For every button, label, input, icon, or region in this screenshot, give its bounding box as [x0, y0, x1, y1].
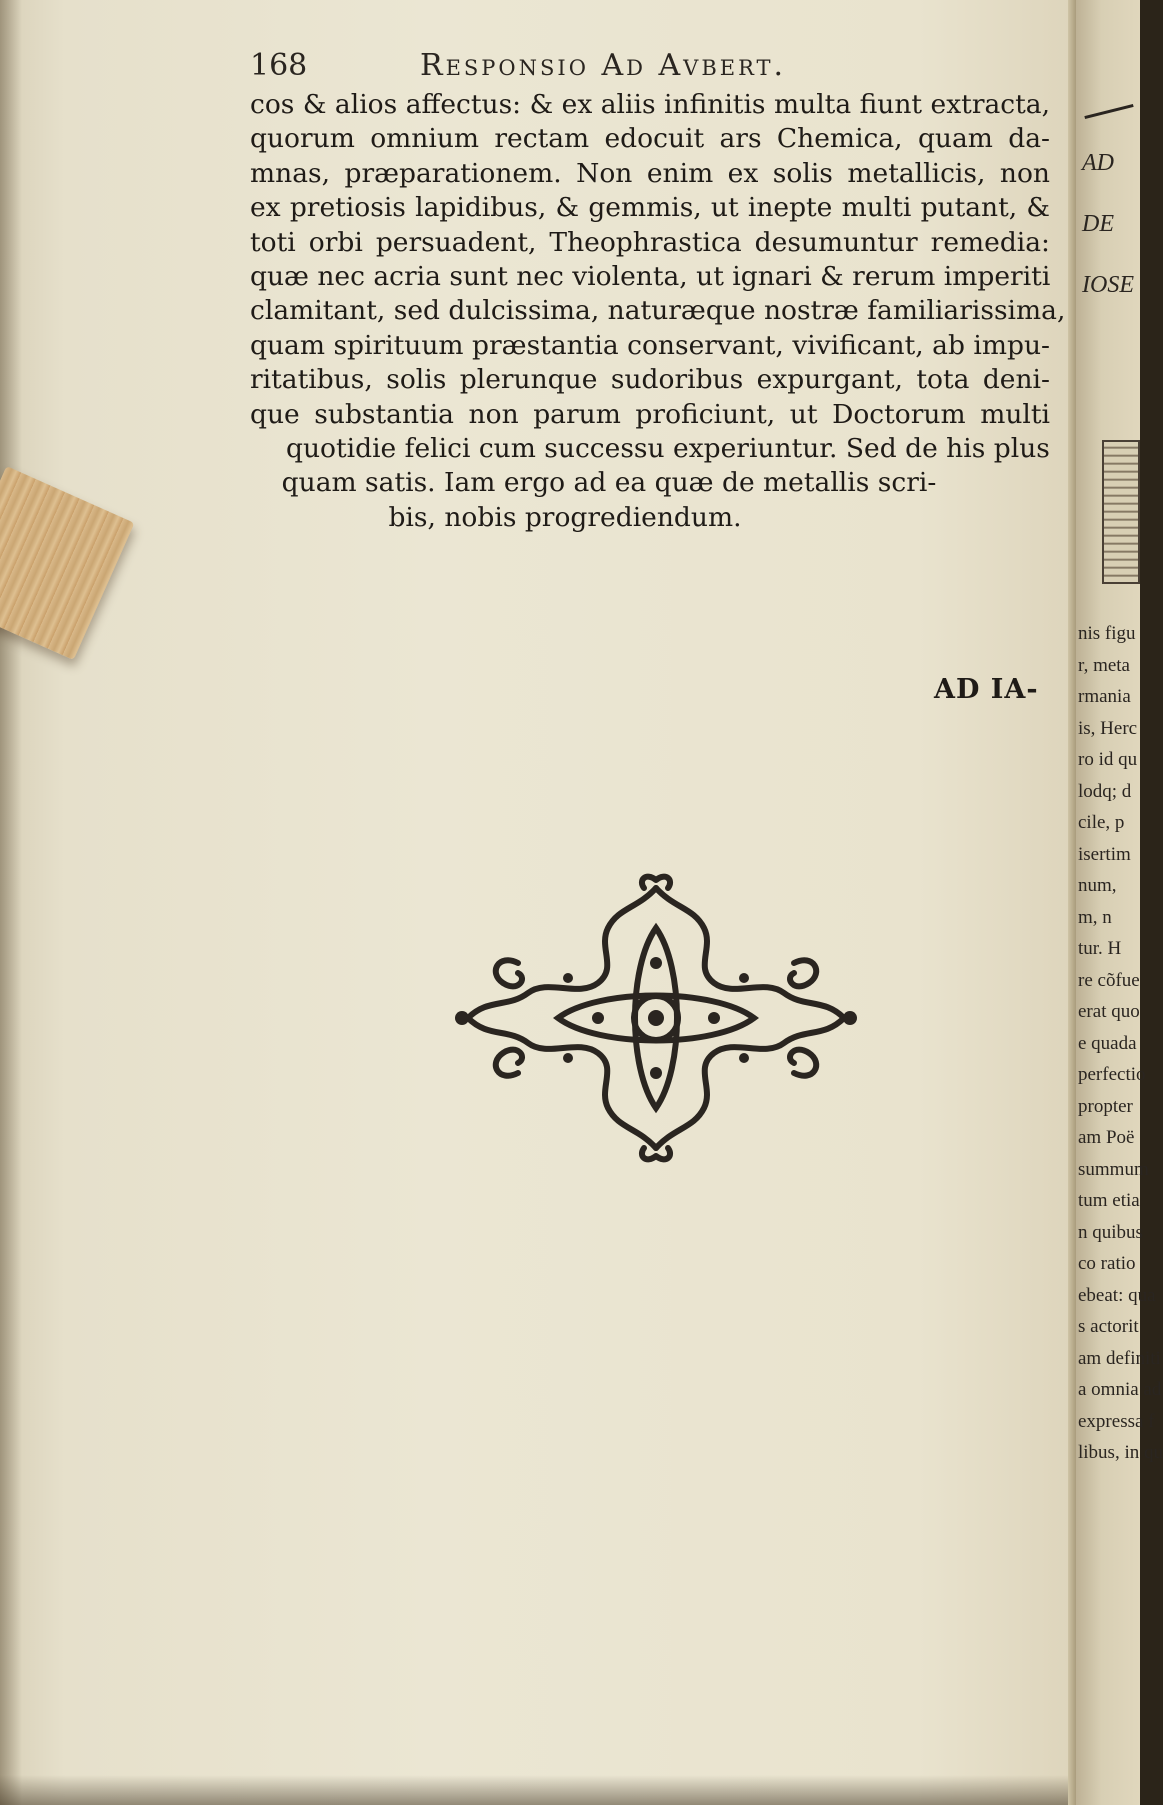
facing-page-line: is, Herc [1078, 717, 1138, 739]
heading-fragment: AD [1082, 150, 1114, 176]
text-line: quam satis. Iam ergo ad ea quæ de metallis scri- [281, 467, 937, 499]
facing-page-line: am definiti [1078, 1347, 1161, 1369]
facing-page-line: rmania [1078, 686, 1131, 707]
facing-page-line: ro id qu [1078, 749, 1138, 770]
text-line: clamitant, sed dulcissima, naturæque nostræ familiarissima, [250, 295, 1066, 327]
text-line: quam spirituum præstantia conservant, vivificant, ab impu- [250, 329, 1050, 361]
header-rule [1084, 104, 1133, 119]
facing-page-line: nis figu [1078, 623, 1136, 644]
text-line: cos & alios affectus: & ex aliis infinitis multa fiunt extracta, [250, 89, 1050, 120]
facing-page-line: tum etia [1078, 1190, 1140, 1211]
page-header [250, 48, 970, 88]
text-line: quotidie felici cum successu experiuntur. Sed de his plus [286, 432, 1050, 464]
facing-page-line: r, meta [1078, 654, 1130, 676]
text-line: toti orbi persuadent, Theophrastica desumuntur remedia: [250, 226, 1050, 258]
text-line: ex pretiosis lapidibus, & gemmis, ut inepte multi putant, & [250, 192, 1050, 224]
binding-shadow [0, 0, 22, 1805]
page-bottom-shadow [0, 1775, 1080, 1805]
facing-page-line: co ratio [1078, 1253, 1136, 1274]
printers-ornament [448, 868, 864, 1168]
decorated-initial [1102, 440, 1140, 584]
text-line: quorum omnium rectam edocuit ars Chemica, quam da- [250, 123, 1050, 155]
heading-fragment: IOSE [1082, 272, 1134, 298]
facing-page-line: ebeat: qua [1078, 1284, 1156, 1306]
text-line: bis, nobis progrediendum. [388, 501, 742, 533]
facing-page-line: re cõfue [1078, 969, 1140, 991]
text-line: mnas, præparationem. Non enim ex solis metallicis, non [250, 157, 1050, 189]
facing-page-line: a omnia ad [1078, 1379, 1162, 1400]
facing-page-line: perfectio [1078, 1064, 1146, 1085]
facing-page-line: summum [1078, 1158, 1149, 1180]
facing-page-line: tur. H [1078, 938, 1122, 959]
facing-page-line: propter [1078, 1095, 1133, 1117]
facing-page-heading [1082, 150, 1134, 333]
facing-page-fragment [1076, 0, 1163, 1805]
bookmark-strip [0, 466, 134, 660]
facing-page-line: erat quo [1078, 1001, 1140, 1022]
running-head: Responsio Ad Avbert. [420, 48, 787, 83]
body-text [250, 88, 1066, 535]
facing-page-line: e quada [1078, 1032, 1137, 1054]
text-line: ritatibus, solis plerunque sudoribus expurgant, tota deni- [250, 364, 1050, 396]
text-line: quæ nec acria sunt nec violenta, ut ignari & rerum imperiti [250, 260, 1051, 292]
catchword: AD IA- [934, 674, 1039, 705]
page-edge [1068, 0, 1076, 1805]
facing-page-line: expressa f [1078, 1410, 1155, 1432]
page-number: 168 [250, 48, 308, 83]
facing-page-line: s actorit [1078, 1316, 1139, 1337]
facing-page-line: n quibus [1078, 1221, 1143, 1243]
facing-page-line: num, [1078, 875, 1117, 896]
facing-page-line: libus, in qu [1078, 1442, 1163, 1463]
heading-fragment: DE [1082, 211, 1114, 237]
facing-page-line: lodq; d [1078, 780, 1132, 802]
facing-page-line: am Poë [1078, 1127, 1135, 1148]
text-line: que substantia non parum proficiunt, ut Doctorum multi [250, 398, 1050, 430]
facing-page-text [1078, 618, 1163, 1469]
facing-page-line: m, n [1078, 906, 1112, 928]
facing-page-line: cile, p [1078, 812, 1125, 833]
facing-page-line: isertim [1078, 843, 1131, 865]
